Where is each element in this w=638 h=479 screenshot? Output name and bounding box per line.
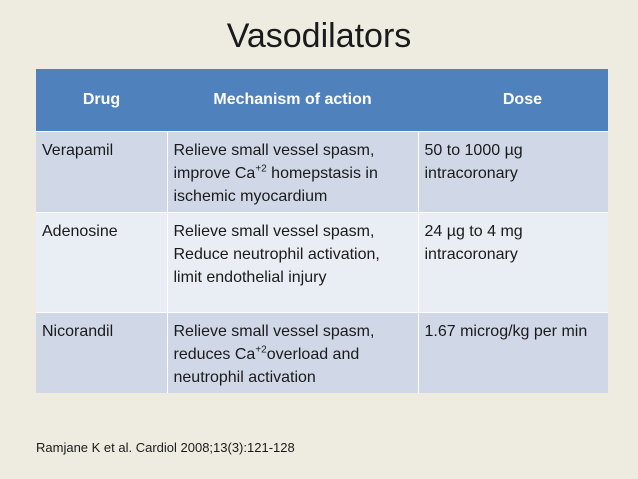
table-header-row xyxy=(36,69,608,132)
superscript: +2 xyxy=(255,344,267,356)
drug-cell: Adenosine xyxy=(36,213,167,313)
slide-title: Vasodilators xyxy=(226,17,412,55)
dose-cell: 50 to 1000 µg intracoronary xyxy=(418,132,608,213)
mechanism-cell xyxy=(167,213,418,313)
mechanism-cell xyxy=(167,132,418,213)
mechanism-text: Relieve small vessel spasm, improve Ca xyxy=(173,142,375,182)
vasodilator-table xyxy=(36,69,608,393)
header-mechanism: Mechanism of action xyxy=(167,69,418,132)
drug-cell: Nicorandil xyxy=(36,313,167,394)
mechanism-text-cont: overload and neutrophil activation xyxy=(173,346,360,386)
mechanism-text-cont: homepstasis in ischemic myocardium xyxy=(173,165,378,205)
citation: Ramjane K et al. Cardiol 2008;13(3):121-128 xyxy=(36,440,295,455)
header-drug: Drug xyxy=(36,69,167,132)
table-row xyxy=(36,313,608,394)
header-dose: Dose xyxy=(418,69,608,132)
superscript: +2 xyxy=(255,163,267,175)
table-row xyxy=(36,213,608,313)
mechanism-text: Relieve small vessel spasm, Reduce neutrophil activation, limit endothelial injury xyxy=(173,223,380,286)
mechanism-cell xyxy=(167,313,418,394)
drug-cell: Verapamil xyxy=(36,132,167,213)
table-row xyxy=(36,132,608,213)
dose-cell: 24 µg to 4 mg intracoronary xyxy=(418,213,608,313)
mechanism-text: Relieve small vessel spasm, reduces Ca xyxy=(173,323,375,363)
dose-cell: 1.67 microg/kg per min xyxy=(418,313,608,394)
